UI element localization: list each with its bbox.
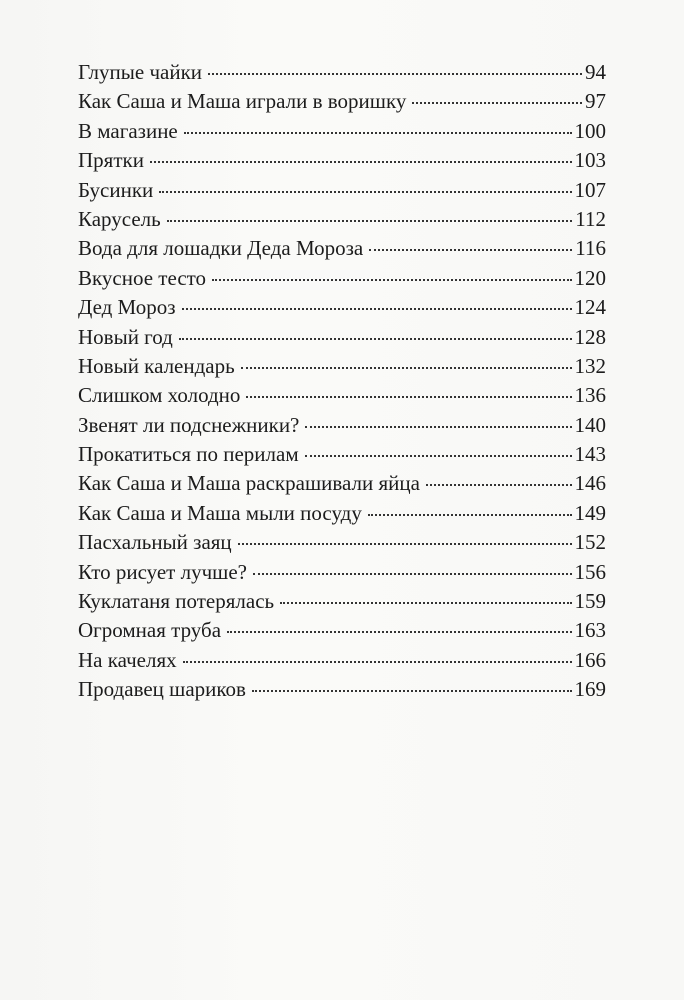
- dot-leader: [212, 279, 571, 281]
- toc-entry: [78, 236, 606, 265]
- dot-leader: [182, 308, 572, 310]
- toc-entry: [78, 266, 606, 295]
- entry-page-number: 143: [574, 442, 606, 467]
- entry-title: Вкусное тесто: [78, 265, 207, 290]
- entry-title: Карусель: [78, 206, 161, 231]
- entry-page-number: 94: [585, 60, 606, 84]
- entry-title: Кто рисует лучше?: [78, 559, 247, 584]
- toc-entry: [78, 560, 606, 589]
- entry-title: Глупые чайки: [78, 60, 203, 84]
- entry-title: Продавец шариков: [78, 677, 246, 702]
- toc-entry: [78, 148, 606, 177]
- entry-title: Звенят ли подснежники?: [78, 412, 300, 437]
- toc-entry: [78, 648, 606, 677]
- toc-entry: [78, 325, 606, 354]
- entry-title: В магазине: [78, 118, 178, 143]
- toc-entry: [78, 618, 606, 647]
- toc-entry: [78, 413, 606, 442]
- dot-leader: [305, 426, 571, 428]
- dot-leader: [184, 132, 572, 134]
- dot-leader: [368, 514, 572, 516]
- dot-leader: [238, 543, 572, 545]
- entry-page-number: 124: [574, 295, 606, 320]
- toc-entry: [78, 589, 606, 618]
- entry-page-number: 166: [574, 647, 606, 672]
- entry-page-number: 103: [574, 148, 606, 173]
- entry-title: Пасхальный заяц: [78, 530, 232, 555]
- entry-title: Новый календарь: [78, 353, 235, 378]
- dot-leader: [369, 249, 572, 251]
- entry-title: Слишком холодно: [78, 383, 241, 408]
- entry-page-number: 146: [574, 471, 606, 496]
- toc-entry: [78, 677, 606, 706]
- entry-title: Куклатаня потерялась: [78, 589, 275, 614]
- entry-title: Как Саша и Маша мыли посуду: [78, 500, 362, 525]
- entry-title: Как Саша и Маша играли в воришку: [78, 89, 407, 114]
- entry-page-number: 112: [575, 206, 606, 231]
- entry-page-number: 149: [574, 500, 606, 525]
- entry-title: Бусинки: [78, 177, 154, 202]
- dot-leader: [241, 367, 572, 369]
- dot-leader: [167, 220, 573, 222]
- dot-leader: [246, 396, 571, 398]
- dot-leader: [412, 102, 582, 104]
- entry-title: Дед Мороз: [78, 295, 176, 320]
- dot-leader: [280, 602, 571, 604]
- toc-entry: [78, 60, 606, 89]
- table-of-contents: [78, 60, 606, 707]
- toc-entry: [78, 501, 606, 530]
- entry-title: Прятки: [78, 148, 144, 173]
- entry-page-number: 136: [574, 383, 606, 408]
- entry-page-number: 128: [574, 324, 606, 349]
- entry-page-number: 169: [574, 677, 606, 702]
- entry-page-number: 132: [574, 353, 606, 378]
- toc-entry: [78, 354, 606, 383]
- dot-leader: [159, 191, 571, 193]
- entry-title: Прокатиться по перилам: [78, 442, 299, 467]
- entry-page-number: 120: [574, 265, 606, 290]
- entry-title: Огромная труба: [78, 618, 222, 643]
- entry-title: Новый год: [78, 324, 173, 349]
- entry-page-number: 107: [574, 177, 606, 202]
- dot-leader: [208, 73, 582, 75]
- toc-entry: [78, 207, 606, 236]
- entry-page-number: 159: [574, 589, 606, 614]
- entry-title: На качелях: [78, 647, 177, 672]
- toc-entry: [78, 383, 606, 412]
- entry-title: Как Саша и Маша раскрашивали яйца: [78, 471, 420, 496]
- entry-page-number: 152: [574, 530, 606, 555]
- dot-leader: [150, 161, 572, 163]
- entry-title: Вода для лошадки Деда Мороза: [78, 236, 364, 261]
- dot-leader: [227, 631, 571, 633]
- dot-leader: [305, 455, 572, 457]
- toc-entry: [78, 178, 606, 207]
- dot-leader: [183, 661, 572, 663]
- entry-page-number: 163: [574, 618, 606, 643]
- entry-page-number: 156: [574, 559, 606, 584]
- entry-page-number: 97: [585, 89, 606, 114]
- entry-page-number: 116: [575, 236, 606, 261]
- entry-page-number: 100: [574, 118, 606, 143]
- toc-entry: [78, 530, 606, 559]
- toc-entry: [78, 471, 606, 500]
- dot-leader: [179, 338, 572, 340]
- dot-leader: [253, 573, 572, 575]
- toc-entry: [78, 89, 606, 118]
- toc-entry: [78, 295, 606, 324]
- entry-page-number: 140: [574, 412, 606, 437]
- dot-leader: [252, 690, 572, 692]
- toc-entry: [78, 442, 606, 471]
- dot-leader: [426, 484, 572, 486]
- toc-entry: [78, 119, 606, 148]
